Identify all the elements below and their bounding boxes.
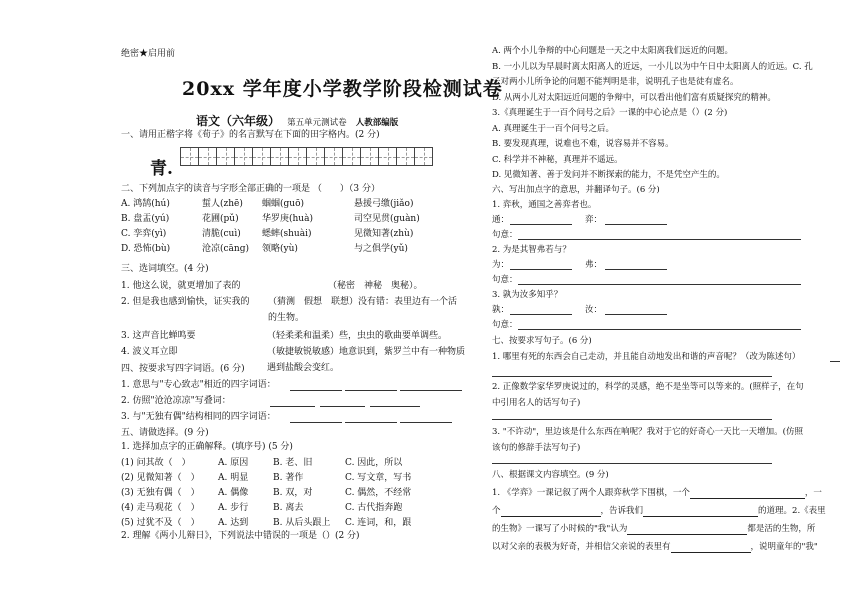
q5-option-cell: A. 步行 (218, 503, 249, 513)
answer-line[interactable] (492, 376, 772, 377)
grid-cell[interactable] (234, 147, 253, 166)
q6-word-a: 通： (492, 215, 510, 225)
q6-sentence-meaning: 句意： (492, 275, 518, 285)
q8-text: 的道理。2.《表里 (758, 506, 826, 516)
q3-item-options: （敏捷敏锐敏感）地意识到，紫罗兰中有一种物质 (267, 347, 466, 357)
q2-option-cell: 华罗庚(huà) (262, 214, 313, 224)
q6-word-a: 孰： (492, 305, 510, 315)
q2-option-cell: B. 盘盂(yú) (121, 214, 170, 224)
q5-prompt: 五、请做选择。(9 分) (121, 428, 209, 438)
q2-option-cell: 花圃(pǔ) (202, 214, 239, 224)
q2-option-cell: 沧凉(cāng) (202, 244, 249, 254)
confidential-mark: 绝密★启用前 (121, 49, 176, 59)
q5-2-opt-d: D. 从两小儿对太阳远近问题的争辩中，可以看出他们富有质疑探究的精神。 (492, 93, 776, 103)
q1-prompt: 一、请用正楷字将《荀子》的名言默写在下面的田字格内。(2 分) (121, 130, 380, 140)
q8-text: 个 (492, 506, 501, 516)
q2-option-cell: 悬援弓缴(jiǎo) (354, 199, 414, 209)
q2-option-cell: 领略(yù) (262, 244, 298, 254)
q5-option-cell: (2) 见微知著（ ） (121, 473, 200, 483)
q5-option-cell: B. 离去 (273, 503, 304, 513)
q2-prompt: 二、下列加点字的读音与字形全部正确的一项是 （ ）（3 分） (121, 184, 380, 194)
q6-sentence: 2. 为是其智弗若与？ (492, 245, 571, 255)
q4-item-2: 2. 仿照"沧沧凉凉"写叠词： (121, 396, 231, 406)
q2-option-cell: 与之俱学(yǔ) (354, 244, 408, 254)
q3-item-options: （猜测 假想 联想）没有错：表里边有一个活 (268, 297, 458, 307)
unit: 第五单元测试卷 (287, 118, 347, 128)
grid-cell[interactable] (252, 147, 271, 166)
q6-sentence-meaning: 句意： (492, 320, 518, 330)
answer-line[interactable] (400, 390, 462, 391)
q8-text: 的生物》一课写了小时候的"我"认为 (492, 524, 628, 534)
q2-option-cell: D. 恐怖(bù) (121, 244, 171, 254)
q2-option-cell: 见微知著(zhù) (354, 229, 414, 239)
q3-item-text: 1. 他这么说，就更增加了表的 (121, 281, 241, 291)
answer-line[interactable] (320, 406, 365, 407)
q5-1-prompt: 1. 选择加点字的正确解释。(填序号) (5 分) (121, 442, 293, 452)
answer-line[interactable] (345, 390, 397, 391)
q3-item-text: 4. 波义耳立即 (121, 347, 178, 357)
q8-line-4 (492, 542, 818, 553)
q4-prompt: 四、按要求写四字词语。(6 分) (121, 364, 245, 374)
answer-blank[interactable] (627, 525, 747, 535)
answer-line[interactable] (518, 239, 801, 240)
q8-prompt: 八、根据课文内容填空。(9 分) (492, 470, 609, 480)
q5-option-cell: A. 明显 (218, 473, 249, 483)
q5-3-opt-a: A. 真理诞生于一百个问号之后。 (492, 124, 615, 134)
q4-item-3: 3. 与"无独有偶"结构相同的四字词语： (121, 412, 276, 422)
answer-line[interactable] (518, 284, 801, 285)
answer-line[interactable] (370, 406, 420, 407)
q7-item-2: 2. 正像数学家华罗庚说过的，科学的灵感，绝不是坐等可以等来的。(照样子，在句 (492, 382, 804, 392)
tianzige-grid[interactable] (180, 147, 432, 166)
q5-3-opt-b: B. 要发现真理，说难也不难，说容易并不容易。 (492, 139, 674, 149)
q8-line-1 (492, 488, 822, 499)
q7-item-2-cont: 中引用名人的话写句子) (492, 398, 581, 408)
answer-line[interactable] (290, 390, 342, 391)
q6-word-b: 弈： (585, 215, 603, 225)
q5-2-opt-b-cont: 子对两小儿所争论的问题不能判明是非，说明孔子也是徒有虚名。 (492, 77, 739, 87)
q5-option-cell: C. 偶然，不经常 (345, 488, 412, 498)
q2-option-cell: 司空见贯(guàn) (354, 214, 420, 224)
grid-cell[interactable] (396, 147, 415, 166)
q5-option-cell: (4) 走马观花（ ） (121, 503, 200, 513)
q6-word-b: 汝： (585, 305, 603, 315)
grid-cell[interactable] (414, 147, 433, 166)
grid-cell[interactable] (216, 147, 235, 166)
grid-cell[interactable] (198, 147, 217, 166)
q7-item-1: 1. 哪里有死的东西会自己走动，并且能自动地发出和谐的声音呢？（改为陈述句） (492, 352, 801, 362)
q3-item-options: 的生物。 (268, 313, 305, 323)
subject: 语文（六年级） (196, 114, 281, 128)
q8-line-2 (492, 506, 826, 517)
answer-line[interactable] (290, 422, 342, 423)
grid-cell[interactable] (360, 147, 379, 166)
answer-line[interactable] (510, 224, 572, 225)
q6-sentence: 1. 弈秋，通国之善弈者也。 (492, 200, 597, 210)
grid-cell[interactable] (378, 147, 397, 166)
q5-3-opt-c: C. 科学并不神秘，真理并不遥远。 (492, 155, 623, 165)
q3-item-options: （秘密 神秘 奥秘）。 (328, 281, 423, 291)
answer-line[interactable] (510, 314, 572, 315)
answer-blank[interactable] (671, 543, 751, 553)
q8-text: ，告诉我们 (600, 506, 644, 516)
q8-text: 以对父亲的表极为好奇，并相信父亲说的表里有 (492, 542, 671, 552)
q7-prompt: 七、按要求写句子。(6 分) (492, 336, 592, 346)
answer-line[interactable] (605, 314, 667, 315)
grid-cell[interactable] (306, 147, 325, 166)
q5-2-opt-b: B. 一小儿以为早晨时离太阳离人的近远，一小儿以为中午日中太阳离人的近远。C. 孔 (492, 62, 813, 72)
q5-option-cell: A. 达到 (218, 518, 249, 528)
q3-prompt: 三、选词填空。(4 分) (121, 264, 209, 274)
q5-option-cell: A. 偶像 (218, 488, 249, 498)
answer-blank[interactable] (690, 489, 805, 499)
q5-3-opt-d: D. 见微知著、善于发问并不断探索的能力，不是凭空产生的。 (492, 170, 725, 180)
q7-item-3: 3. "不许动"，里边该是什么东西在响呢？我对于它的好奇心一天比一天增加。(仿照 (492, 427, 803, 437)
q5-option-cell: B. 双，对 (273, 488, 313, 498)
q3-item-options: 遇到盐酸会变红。 (267, 363, 340, 373)
q8-text: ，说明童年的"我" (750, 542, 818, 552)
q2-option-cell: 蜇人(zhē) (202, 199, 243, 209)
q5-option-cell: C. 连词，和，跟 (345, 518, 412, 528)
q5-option-cell: A. 原因 (218, 458, 249, 468)
q1-char: 青. (150, 159, 173, 179)
q8-text: ，一 (804, 488, 822, 498)
answer-line[interactable] (270, 406, 315, 407)
q3-item-text: 2. 但是我也感到愉快，证实我的 (121, 297, 250, 307)
q2-option-cell: 蝈蝈(guō) (262, 199, 304, 209)
q2-option-cell: 清脆(cuì) (202, 229, 241, 239)
q2-option-cell: 蟋蟀(shuài) (262, 229, 312, 239)
q5-option-cell: (5) 过犹不及（ ） (121, 518, 200, 528)
q5-option-cell: C. 古代指奔跑 (345, 503, 403, 513)
answer-line[interactable] (492, 419, 772, 420)
q5-3-prompt: 3.《真理诞生于一百个问号之后》一课的中心论点是（）(2 分) (492, 108, 728, 118)
answer-line[interactable] (518, 329, 801, 330)
answer-line[interactable] (400, 422, 452, 423)
q5-option-cell: C. 因此，所以 (345, 458, 403, 468)
q5-option-cell: C. 写文章，写书 (345, 473, 412, 483)
subject-line (196, 110, 398, 129)
q5-option-cell: (3) 无独有偶（ ） (121, 488, 200, 498)
q8-line-3 (492, 524, 815, 535)
q4-item-1: 1. 意思与"专心致志"相近的四字词语： (121, 380, 276, 390)
q2-option-cell: C. 孪弈(yì) (121, 229, 167, 239)
grid-cell[interactable] (270, 147, 289, 166)
grid-cell[interactable] (180, 147, 199, 166)
answer-line[interactable] (510, 269, 572, 270)
q5-2-prompt: 2. 理解《两小儿辩日》，下列说法中错误的一项是（）(2 分) (121, 531, 360, 541)
q2-option-cell: A. 鸿鹄(hú) (121, 199, 170, 209)
answer-line[interactable] (345, 422, 397, 423)
q5-option-cell: B. 著作 (273, 473, 304, 483)
exam-title: 20xx 学年度小学教学阶段检测试卷 (182, 78, 503, 100)
q5-option-cell: B. 老、旧 (273, 458, 313, 468)
answer-line[interactable] (605, 269, 667, 270)
grid-cell[interactable] (288, 147, 307, 166)
answer-line[interactable] (492, 463, 772, 464)
q5-option-cell: (1) 问其故（ ） (121, 458, 191, 468)
answer-blank[interactable] (643, 507, 758, 517)
grid-cell[interactable] (324, 147, 343, 166)
q7-item-3-cont: 该句的修辞手法写句子) (492, 443, 581, 453)
edition: 人教部编版 (355, 118, 399, 128)
q6-sentence-meaning: 句意： (492, 230, 518, 240)
q5-2-opt-a: A. 两个小儿争辩的中心问题是一天之中太阳离我们远近的问题。 (492, 46, 734, 56)
q3-item-options: （轻柔柔和温柔）些，虫虫的歌曲要单调些。 (267, 331, 448, 341)
q8-text: 都是活的生物，所 (747, 524, 816, 534)
q3-item-text: 3. 这声音比蝉鸣要 (121, 331, 196, 341)
q6-word-a: 为： (492, 260, 510, 270)
q6-sentence: 3. 孰为汝多知乎？ (492, 290, 563, 300)
q6-word-b: 弗： (585, 260, 603, 270)
q6-prompt: 六、写出加点字的意思，并翻译句子。(6 分) (492, 185, 660, 195)
grid-cell[interactable] (342, 147, 361, 166)
q8-text: 1. 《学弈》一课记叙了两个人跟弈秋学下围棋，一个 (492, 488, 690, 498)
answer-line[interactable] (605, 224, 667, 225)
answer-blank[interactable] (501, 507, 601, 517)
answer-line[interactable] (830, 361, 840, 362)
q5-option-cell: B. 从后头跟上 (273, 518, 331, 528)
